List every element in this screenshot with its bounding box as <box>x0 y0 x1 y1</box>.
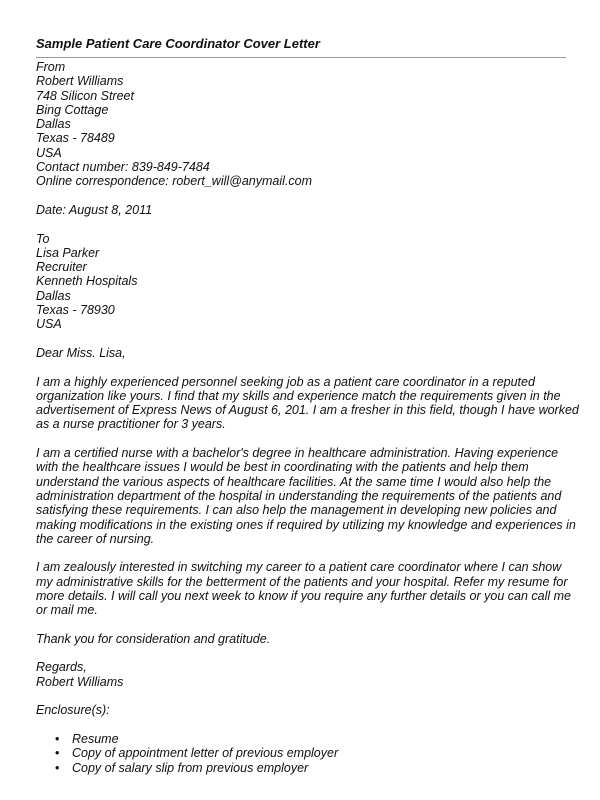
letter-body <box>36 60 579 775</box>
paragraph-line: making modifications in the existing ones if required by utilizing my knowledge and experiences in <box>36 517 576 532</box>
paragraph-1 <box>36 374 579 432</box>
paragraph-line: I am a certified nurse with a bachelor's degree in healthcare administration. Having experience <box>36 446 559 461</box>
recipient-name: Lisa Parker <box>36 245 100 260</box>
enclosure-item: • Copy of salary slip from previous employer <box>72 761 566 775</box>
signature-name: Robert Williams <box>36 674 124 689</box>
sender-state-zip: Texas - 78489 <box>36 131 115 146</box>
salutation: Dear Miss. Lisa, <box>36 345 126 360</box>
sender-city: Dallas <box>36 117 71 132</box>
enclosure-item: • Resume <box>72 732 566 746</box>
paragraph-line: administration department of the hospital in understanding the requirements of the patients and <box>36 488 562 503</box>
paragraph-4 <box>36 632 566 646</box>
sender-phone: Contact number: 839-849-7484 <box>36 160 210 175</box>
paragraph-line: satisfying these requirements. I can also help the management in developing new policies and <box>36 503 557 518</box>
recipient-country: USA <box>36 317 62 332</box>
sender-building: Bing Cottage <box>36 102 109 117</box>
paragraph-line: Thank you for consideration and gratitude. <box>36 631 271 646</box>
recipient-block <box>36 232 566 332</box>
paragraph-line: as a nurse practitioner for 3 years. <box>36 417 226 432</box>
paragraph-line: my administrative skills for the betterment of the patients and your hospital. Refer my resume for <box>36 574 568 589</box>
recipient-organization: Kenneth Hospitals <box>36 274 138 289</box>
paragraph-line: or mail me. <box>36 603 98 618</box>
paragraph-line: I am a highly experienced personnel seeking job as a patient care coordinator in a reputed <box>36 374 535 389</box>
enclosures-label: Enclosure(s): <box>36 703 110 718</box>
enclosure-list <box>36 732 566 775</box>
sender-name: Robert Williams <box>36 74 124 89</box>
title-divider <box>36 57 566 58</box>
recipient-title: Recruiter <box>36 260 87 275</box>
from-label: From <box>36 60 66 74</box>
recipient-city: Dallas <box>36 288 71 303</box>
paragraph-line: understand the various aspects of healthcare facilities. At the same time I would also help the <box>36 474 552 489</box>
sender-block <box>36 60 566 189</box>
paragraph-line: organization like yours. I find that my skills and experience match the requirements given in the <box>36 388 561 403</box>
document-title: Sample Patient Care Coordinator Cover Letter <box>36 36 320 51</box>
paragraph-2 <box>36 446 576 546</box>
paragraph-line: more details. I will call you next week to know if you require any further details or you can call me <box>36 588 571 603</box>
recipient-state-zip: Texas - 78930 <box>36 303 115 318</box>
sender-email: Online correspondence: robert_will@anymail.com <box>36 174 313 189</box>
sender-country: USA <box>36 145 62 160</box>
paragraph-line: the career of nursing. <box>36 531 155 546</box>
paragraph-3 <box>36 560 571 618</box>
paragraph-line: with the healthcare issues I would be best in coordinating with the patients and help them <box>36 460 529 475</box>
paragraph-line: advertisement of Express News of August 6, 201. I am a fresher in this field, though I have worked <box>36 403 579 418</box>
sender-street: 748 Silicon Street <box>36 88 134 103</box>
paragraph-line: I am zealously interested in switching my career to a patient care coordinator where I can show <box>36 560 562 575</box>
closing: Regards, <box>36 660 87 675</box>
enclosure-item: • Copy of appointment letter of previous employer <box>72 746 566 760</box>
letter-date: Date: August 8, 2011 <box>36 202 153 217</box>
to-label: To <box>36 231 50 246</box>
